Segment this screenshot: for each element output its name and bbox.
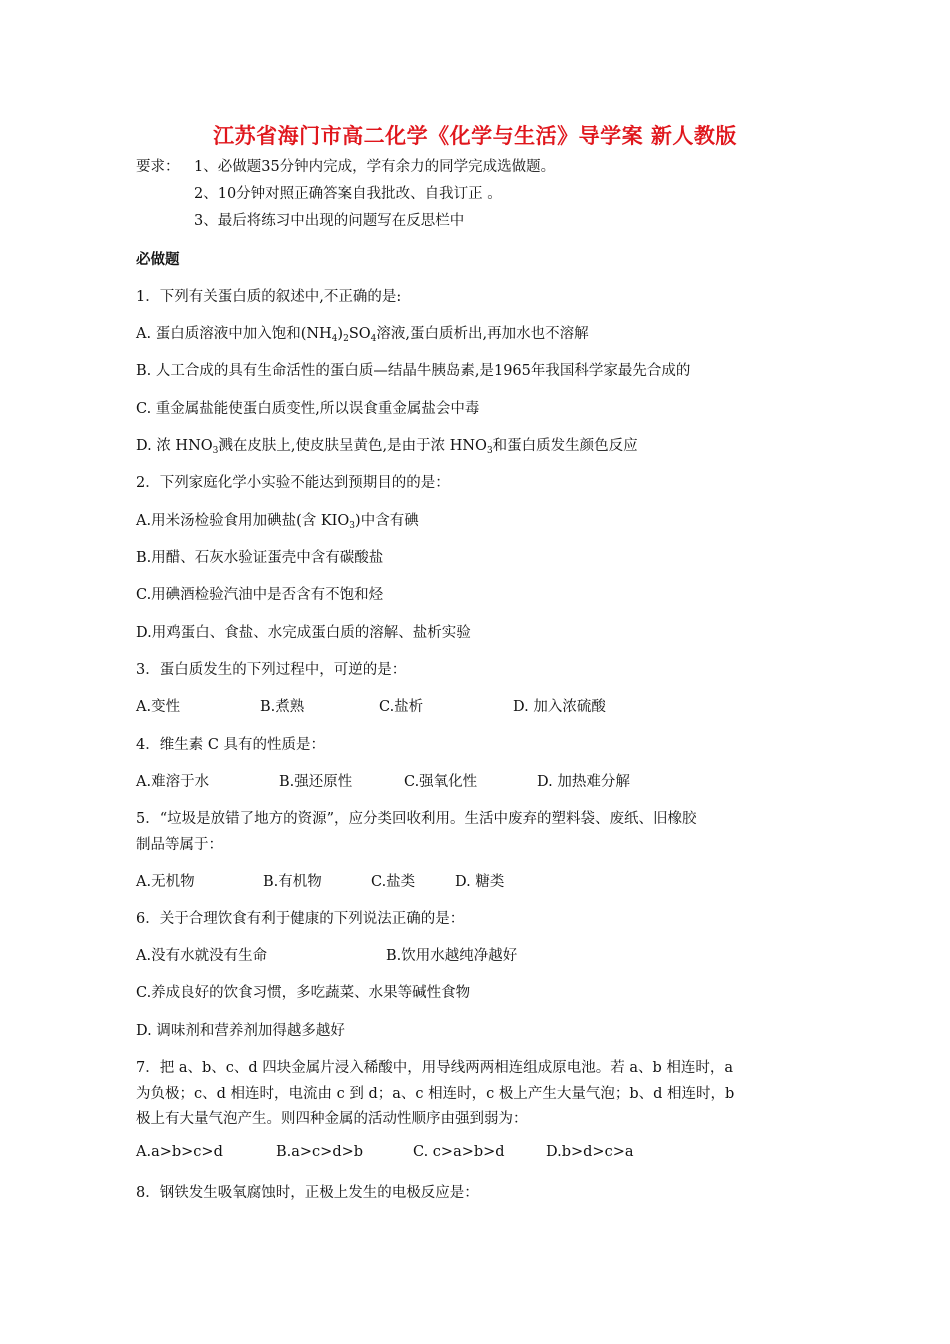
question-5-stem-line-1: 5．“垃圾是放错了地方的资源”，应分类回收利用。生活中废弃的塑料袋、废纸、旧橡胶 [136, 811, 697, 827]
question-3-option-c: C.盐析 [379, 699, 424, 715]
question-7-stem-line-1: 7．把 a、b、c、d 四块金属片浸入稀酸中，用导线两两相连组成原电池。若 a、b 相连时，a [136, 1060, 734, 1076]
question-1-option-a: A. 蛋白质溶液中加入饱和$(NH_4)_2SO_4$溶液,蛋白质析出,再加水也不溶解 [136, 326, 589, 344]
requirement-item-3: 3、最后将练习中出现的问题写在反思栏中 [194, 213, 465, 229]
question-5-stem-line-2: 制品等属于： [136, 837, 223, 853]
requirement-item-1: 1、必做题35分钟内完成，学有余力的同学完成选做题。 [194, 159, 556, 175]
question-3-option-b: B.煮熟 [260, 699, 305, 715]
question-6-option-a: A.没有水就没有生命 [136, 948, 268, 964]
document-title: 江苏省海门市高二化学《化学与生活》导学案 新人教版 [213, 124, 737, 148]
question-2-option-d: D.用鸡蛋白、食盐、水完成蛋白质的溶解、盐析实验 [136, 625, 471, 641]
question-3-stem: 3．蛋白质发生的下列过程中，可逆的是： [136, 662, 407, 678]
question-2-option-b: B.用醋、石灰水验证蛋壳中含有碳酸盐 [136, 550, 384, 566]
question-5-option-b: B.有机物 [263, 874, 322, 890]
requirements-label: 要求： [136, 159, 180, 175]
question-7-stem-line-3: 极上有大量气泡产生。则四种金属的活动性顺序由强到弱为： [136, 1111, 528, 1127]
question-1-option-d: D. 浓 $HNO_3$溅在皮肤上,使皮肤呈黄色,是由于浓 $HNO_3$和蛋白质发生颜色反应 [136, 438, 638, 456]
question-7-option-b: B.a>c>d>b [276, 1144, 364, 1160]
question-4-option-b: B.强还原性 [279, 774, 353, 790]
question-4-stem: 4．维生素 C 具有的性质是： [136, 737, 326, 753]
question-7-option-a: A.a>b>c>d [136, 1144, 223, 1160]
question-8-stem: 8．钢铁发生吸氧腐蚀时，正极上发生的电极反应是： [136, 1185, 479, 1201]
question-5-option-a: A.无机物 [136, 874, 195, 890]
question-2-stem: 2．下列家庭化学小实验不能达到预期目的的是： [136, 475, 450, 491]
question-7-option-c: C. c>a>b>d [413, 1144, 505, 1160]
question-1-stem: 1．下列有关蛋白质的叙述中,不正确的是: [136, 289, 402, 305]
question-3-option-d: D. 加入浓硫酸 [513, 699, 606, 715]
question-3-option-a: A.变性 [136, 699, 181, 715]
question-1-option-b: B. 人工合成的具有生命活性的蛋白质—结晶牛胰岛素,是1965年我国科学家最先合成的 [136, 363, 691, 379]
question-2-option-c: C.用碘酒检验汽油中是否含有不饱和烃 [136, 587, 384, 603]
question-4-option-d: D. 加热难分解 [537, 774, 630, 790]
question-4-option-c: C.强氧化性 [404, 774, 478, 790]
question-6-option-d: D. 调味剂和营养剂加得越多越好 [136, 1023, 345, 1039]
question-1-option-c: C. 重金属盐能使蛋白质变性,所以误食重金属盐会中毒 [136, 401, 480, 417]
question-5-option-c: C.盐类 [371, 874, 416, 890]
question-6-stem: 6．关于合理饮食有利于健康的下列说法正确的是： [136, 911, 465, 927]
requirement-item-2: 2、10分钟对照正确答案自我批改、自我订正 。 [194, 186, 502, 202]
question-4-option-a: A.难溶于水 [136, 774, 210, 790]
question-7-stem-line-2: 为负极；c、d 相连时，电流由 c 到 d；a、c 相连时，c 极上产生大量气泡；b、d 相连时，b [136, 1086, 735, 1102]
question-6-option-c: C.养成良好的饮食习惯，多吃蔬菜、水果等碱性食物 [136, 985, 471, 1001]
question-6-option-b: B.饮用水越纯净越好 [386, 948, 518, 964]
question-7-option-d: D.b>d>c>a [546, 1144, 634, 1160]
section-title-required: 必做题 [136, 252, 180, 268]
question-2-option-a: A.用米汤检验食用加碘盐(含 $KIO_3$)中含有碘 [136, 513, 419, 531]
question-5-option-d: D. 糖类 [455, 874, 505, 890]
